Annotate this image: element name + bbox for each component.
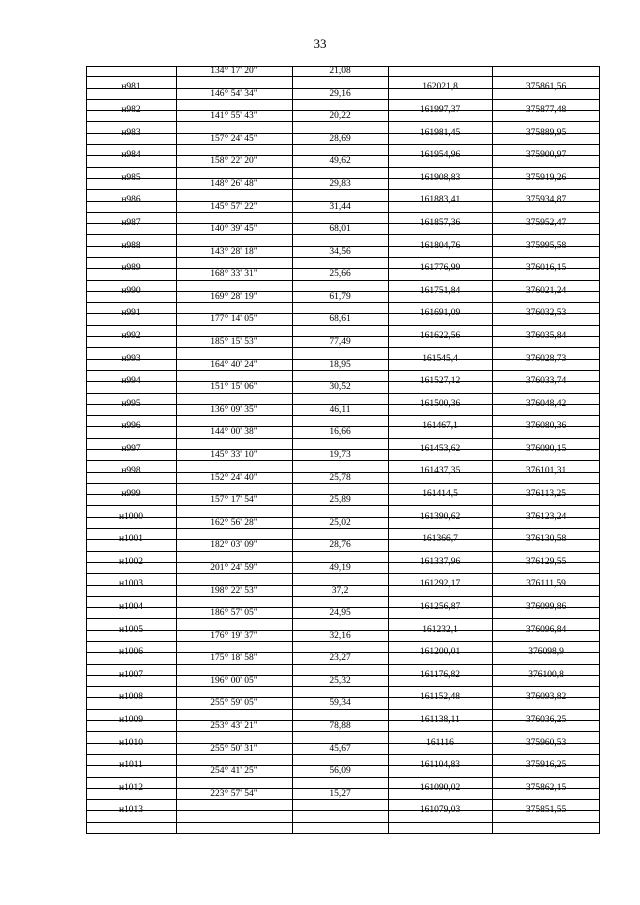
- point-name: н985: [121, 172, 141, 183]
- coordinate-y: 376093,82: [525, 692, 567, 703]
- coordinates-table: [86, 66, 600, 834]
- coordinate-y: 376130,58: [525, 534, 567, 545]
- direction-angle: 152° 24' 40": [210, 472, 258, 483]
- segment-distance: 23,27: [329, 653, 351, 664]
- table-cell: [176, 416, 292, 427]
- table-cell: [176, 484, 292, 495]
- segment-distance: 49,62: [329, 156, 351, 167]
- coordinate-y: 376035,84: [525, 330, 567, 341]
- segment-distance: 34,56: [329, 246, 351, 257]
- coordinate-y: 375900,97: [525, 150, 567, 161]
- coordinate-x: 161390,62: [419, 511, 461, 522]
- table-cell: [176, 100, 292, 111]
- point-name: н982: [121, 105, 141, 116]
- direction-angle: 255° 59' 05": [210, 698, 258, 709]
- point-name: н989: [121, 263, 141, 274]
- point-name: н998: [121, 466, 141, 477]
- coordinate-y: 375889,95: [525, 127, 567, 138]
- table-cell: [176, 710, 292, 721]
- table-cell: [176, 439, 292, 450]
- direction-angle: 186° 57' 05": [210, 608, 258, 619]
- segment-distance: 30,52: [329, 382, 351, 393]
- segment-distance: 77,49: [329, 337, 351, 348]
- direction-angle: 185° 15' 53": [210, 337, 258, 348]
- table-cell: [176, 529, 292, 540]
- table-cell: [176, 732, 292, 743]
- table-cell: [176, 755, 292, 766]
- coordinate-y: 375934,87: [525, 195, 567, 206]
- coordinate-y: 376036,25: [525, 714, 567, 725]
- direction-angle: 164° 40' 24": [210, 359, 258, 370]
- coordinate-y: 375960,53: [525, 737, 567, 748]
- coordinate-x: 161437,35: [419, 466, 461, 477]
- segment-distance: 18,95: [329, 359, 351, 370]
- table-cell: [176, 235, 292, 246]
- point-name: н1004: [118, 601, 144, 612]
- segment-distance: 25,32: [329, 675, 351, 686]
- coordinate-x: 161090,02: [419, 782, 461, 793]
- direction-angle: 136° 09' 35": [210, 404, 258, 415]
- segment-distance: 28,76: [329, 540, 351, 551]
- direction-angle: 157° 24' 45": [210, 133, 258, 144]
- table-cell: [292, 145, 388, 156]
- point-name: н981: [121, 82, 141, 93]
- coordinate-x: 161176,82: [419, 669, 461, 680]
- coordinate-x: 161622,56: [419, 330, 461, 341]
- coordinate-y: 376028,73: [525, 353, 567, 364]
- segment-distance: 19,73: [329, 450, 351, 460]
- point-name: н999: [121, 489, 141, 500]
- coordinate-x: 161256,87: [419, 601, 461, 612]
- coordinate-y: 376100,8: [528, 669, 564, 680]
- coordinate-x: 161200,01: [419, 647, 461, 658]
- coordinate-y: 376123,24: [525, 511, 567, 522]
- segment-distance: 78,88: [329, 721, 351, 732]
- point-name: н1003: [118, 579, 144, 590]
- table-cell: [492, 66, 600, 77]
- table-cell: [292, 710, 388, 721]
- coordinate-x: 161500,36: [419, 398, 461, 409]
- coordinate-y: 376099,86: [525, 601, 567, 612]
- point-name: н1009: [118, 714, 144, 725]
- table-cell: [292, 642, 388, 653]
- coordinate-y: 375862,15: [525, 782, 567, 793]
- table-cell: [176, 258, 292, 269]
- table-cell: [176, 619, 292, 630]
- segment-distance: 37,2: [331, 585, 349, 596]
- table-cell: [176, 574, 292, 585]
- table-cell: [292, 326, 388, 337]
- coordinate-y: 376096,84: [525, 624, 567, 635]
- coordinate-y: 376016,15: [525, 263, 567, 274]
- segment-distance: 25,78: [329, 472, 351, 483]
- point-name: н994: [121, 376, 141, 387]
- coordinate-y: 375952,47: [525, 217, 567, 228]
- direction-angle: 146° 54' 34": [210, 88, 258, 99]
- table-cell: [292, 190, 388, 201]
- table-cell: [176, 371, 292, 382]
- table-cell: [292, 811, 388, 822]
- coordinate-y: 375861,56: [525, 82, 567, 93]
- direction-angle: 145° 33' 10": [210, 450, 258, 460]
- direction-angle: 198° 22' 53": [210, 585, 258, 596]
- point-name: н1010: [118, 737, 144, 748]
- coordinate-x: 161857,36: [419, 217, 461, 228]
- direction-angle: 253° 43' 21": [210, 721, 258, 732]
- segment-distance: 21,08: [329, 66, 351, 76]
- direction-angle: 145° 57' 22": [210, 201, 258, 212]
- segment-distance: 29,83: [329, 178, 351, 189]
- coordinate-y: 376033,74: [525, 376, 567, 387]
- table-cell: [176, 190, 292, 201]
- point-name: н1013: [118, 805, 144, 816]
- table-cell: [292, 484, 388, 495]
- table-cell: [388, 823, 492, 834]
- coordinate-y: 376048,42: [525, 398, 567, 409]
- table-cell: [176, 642, 292, 653]
- segment-distance: 46,11: [329, 404, 351, 415]
- table-cell: [176, 281, 292, 292]
- segment-distance: 32,16: [329, 630, 351, 641]
- direction-angle: 162° 56' 28": [210, 517, 258, 528]
- table-cell: [292, 258, 388, 269]
- segment-distance: 29,16: [329, 88, 351, 99]
- direction-angle: 151° 15' 06": [210, 382, 258, 393]
- coordinate-y: 376098,9: [528, 647, 564, 658]
- point-name: н997: [121, 443, 141, 454]
- table-cell: [292, 687, 388, 698]
- coordinate-y: 376129,55: [525, 556, 567, 567]
- table-cell: [292, 100, 388, 111]
- table-cell: [292, 348, 388, 359]
- table-cell: [292, 665, 388, 676]
- table-cell: [176, 506, 292, 517]
- segment-distance: 15,27: [329, 788, 351, 799]
- table-cell: [176, 213, 292, 224]
- direction-angle: 140° 39' 45": [210, 224, 258, 235]
- coordinate-x: 161981,45: [419, 127, 461, 138]
- table-cell: [176, 394, 292, 405]
- table-cell: [292, 800, 388, 811]
- coordinate-y: 376021,24: [525, 285, 567, 296]
- direction-angle: 168° 33' 31": [210, 269, 258, 280]
- direction-angle: 175° 18' 58": [210, 653, 258, 664]
- segment-distance: 25,66: [329, 269, 351, 280]
- point-name: н1000: [118, 511, 144, 522]
- table-cell: [292, 371, 388, 382]
- point-name: н1002: [118, 556, 144, 567]
- table-cell: [176, 687, 292, 698]
- table-cell: [292, 416, 388, 427]
- point-name: н984: [121, 150, 141, 161]
- coordinate-x: 161453,62: [419, 443, 461, 454]
- direction-angle: 148° 26' 48": [210, 178, 258, 189]
- coordinate-x: 161414,5: [422, 489, 458, 500]
- point-name: н987: [121, 217, 141, 228]
- table-cell: [292, 394, 388, 405]
- table-cell: [292, 506, 388, 517]
- coordinate-y: 375919,26: [525, 172, 567, 183]
- table-cell: [176, 800, 292, 811]
- coordinate-x: 161804,76: [419, 240, 461, 251]
- coordinate-y: 376101,31: [525, 466, 567, 477]
- table-cell: [176, 823, 292, 834]
- point-name: н990: [121, 285, 141, 296]
- table-cell: [492, 823, 600, 834]
- table-cell: [176, 348, 292, 359]
- coordinate-y: 376080,36: [525, 421, 567, 432]
- direction-angle: 176° 19' 37": [210, 630, 258, 641]
- table-cell: [176, 461, 292, 472]
- direction-angle: 177° 14' 05": [210, 314, 258, 325]
- direction-angle: 254° 41' 25": [210, 766, 258, 777]
- coordinate-x: 161104,83: [419, 760, 461, 771]
- table-cell: [176, 552, 292, 563]
- segment-distance: 25,89: [329, 495, 351, 506]
- segment-distance: 49,19: [329, 562, 351, 573]
- coordinate-x: 161337,96: [419, 556, 461, 567]
- direction-angle: 143° 28' 18": [210, 246, 258, 257]
- table-cell: [292, 303, 388, 314]
- table-cell: [292, 213, 388, 224]
- point-name: н1012: [118, 782, 144, 793]
- point-name: н1005: [118, 624, 144, 635]
- segment-distance: 68,01: [329, 224, 351, 235]
- coordinate-x: 162021,8: [422, 82, 458, 93]
- direction-angle: 144° 00' 38": [210, 427, 258, 438]
- table-cell: [292, 619, 388, 630]
- coordinate-x: 161908,83: [419, 172, 461, 183]
- segment-distance: 16,66: [329, 427, 351, 438]
- coordinate-y: 375995,58: [525, 240, 567, 251]
- table-cell: [292, 235, 388, 246]
- table-cell: [292, 77, 388, 88]
- coordinate-x: 161079,03: [419, 805, 461, 816]
- direction-angle: 134° 17' 20": [210, 66, 258, 76]
- point-name: н1001: [118, 534, 144, 545]
- coordinate-x: 161997,37: [419, 105, 461, 116]
- point-name: н1007: [118, 669, 144, 680]
- table-cell: [292, 552, 388, 563]
- table-cell: [292, 823, 388, 834]
- direction-angle: 169° 28' 19": [210, 291, 258, 302]
- direction-angle: 223° 57' 54": [210, 788, 258, 799]
- direction-angle: 182° 03' 09": [210, 540, 258, 551]
- table-cell: [292, 755, 388, 766]
- table-cell: [176, 122, 292, 133]
- direction-angle: 141° 55' 43": [210, 111, 258, 122]
- coordinate-y: 376113,25: [525, 489, 567, 500]
- direction-angle: 196° 00' 05": [210, 675, 258, 686]
- table-cell: [176, 145, 292, 156]
- coordinate-y: 376111,59: [526, 579, 566, 590]
- table-cell: [292, 597, 388, 608]
- segment-distance: 24,95: [329, 608, 351, 619]
- coordinate-x: 161954,96: [419, 150, 461, 161]
- table-cell: [292, 168, 388, 179]
- coordinate-x: 161292,17: [419, 579, 461, 590]
- point-name: н992: [121, 330, 141, 341]
- point-name: н993: [121, 353, 141, 364]
- table-cell: [292, 574, 388, 585]
- table-cell: [176, 303, 292, 314]
- coordinate-x: 161116: [426, 737, 454, 748]
- segment-distance: 28,69: [329, 133, 351, 144]
- segment-distance: 25,02: [329, 517, 351, 528]
- coordinate-x: 161527,12: [419, 376, 461, 387]
- table-cell: [292, 529, 388, 540]
- coordinate-y: 375916,25: [525, 760, 567, 771]
- page-number: 33: [313, 36, 327, 51]
- direction-angle: 201° 24' 59": [210, 562, 258, 573]
- coordinate-x: 161467,1: [422, 421, 458, 432]
- table-cell: [292, 778, 388, 789]
- point-name: н991: [121, 308, 141, 319]
- point-name: н996: [121, 421, 141, 432]
- table-cell: [176, 778, 292, 789]
- point-name: н988: [121, 240, 141, 251]
- segment-distance: 59,34: [329, 698, 351, 709]
- direction-angle: 158° 22' 20": [210, 156, 258, 167]
- coordinate-x: 161883,41: [419, 195, 461, 206]
- segment-distance: 45,67: [329, 743, 351, 754]
- coordinate-x: 161691,09: [419, 308, 461, 319]
- coordinate-y: 375877,48: [525, 105, 567, 116]
- table-cell: [292, 732, 388, 743]
- coordinate-x: 161776,99: [419, 263, 461, 274]
- coordinate-x: 161366,7: [422, 534, 458, 545]
- coordinate-x: 161232,1: [422, 624, 458, 635]
- table-cell: [86, 66, 176, 77]
- table-cell: [176, 665, 292, 676]
- point-name: н1008: [118, 692, 144, 703]
- table-cell: [176, 811, 292, 822]
- table-cell: [388, 66, 492, 77]
- direction-angle: 255° 50' 31": [210, 743, 258, 754]
- coordinate-y: 375851,55: [525, 805, 567, 816]
- coordinate-x: 161152,48: [419, 692, 461, 703]
- table-cell: [292, 281, 388, 292]
- table-cell: [292, 461, 388, 472]
- table-row: [86, 823, 600, 834]
- segment-distance: 31,44: [329, 201, 351, 212]
- table-cell: [86, 823, 176, 834]
- segment-distance: 56,09: [329, 766, 351, 777]
- coordinate-y: 376090,15: [525, 443, 567, 454]
- segment-distance: 68,61: [329, 314, 351, 325]
- table-cell: [176, 326, 292, 337]
- table-cell: [292, 439, 388, 450]
- table-cell: [176, 77, 292, 88]
- table-cell: [176, 597, 292, 608]
- segment-distance: 61,79: [329, 291, 351, 302]
- point-name: н983: [121, 127, 141, 138]
- coordinate-y: 376032,53: [525, 308, 567, 319]
- table-cell: [176, 168, 292, 179]
- coordinate-x: 161138,11: [420, 714, 460, 725]
- point-name: н986: [121, 195, 141, 206]
- point-name: н1011: [119, 760, 143, 771]
- direction-angle: 157° 17' 54": [210, 495, 258, 506]
- point-name: н995: [121, 398, 141, 409]
- segment-distance: 20,22: [329, 111, 351, 122]
- point-name: н1006: [118, 647, 144, 658]
- table-cell: [292, 122, 388, 133]
- coordinate-x: 161545,4: [422, 353, 458, 364]
- coordinate-x: 161751,84: [419, 285, 461, 296]
